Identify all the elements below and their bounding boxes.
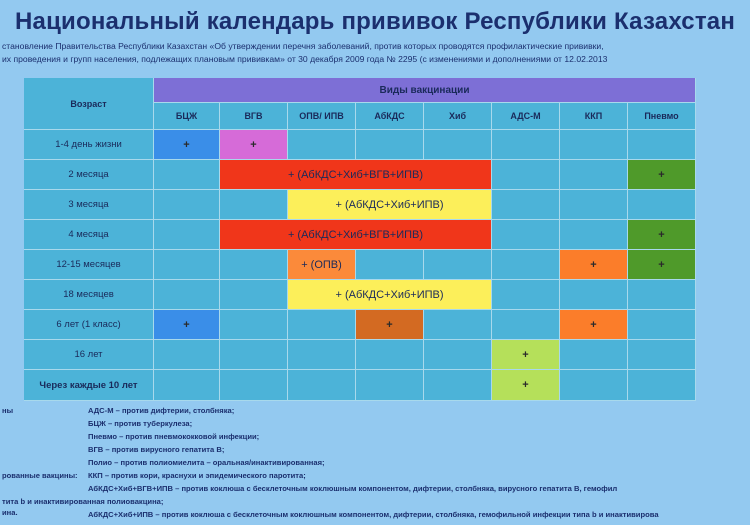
mark-bcg-6-years: + xyxy=(154,310,220,340)
grid-cell xyxy=(560,340,628,370)
grid-cell xyxy=(356,130,424,160)
grid-cell xyxy=(560,160,628,190)
grid-cell xyxy=(628,340,696,370)
grid-cell xyxy=(424,370,492,401)
mark-ads-m-every-10-years: + xyxy=(492,370,560,401)
vaccine-header-hib: Хиб xyxy=(424,103,492,130)
legend-item-ads-m: АДС-М – против дифтерии, столбняка; xyxy=(88,406,235,415)
grid-cell xyxy=(220,370,288,401)
span-2-months: + (АбКДС+Хиб+ВГВ+ИПВ) xyxy=(220,160,492,190)
mark-kkp-12-15-months: + xyxy=(560,250,628,280)
grid-cell xyxy=(628,130,696,160)
mark-pneumo-2-months: + xyxy=(628,160,696,190)
age-row-0: 1-4 день жизни xyxy=(24,130,154,160)
legend-item-abkds-hib-hbv-ipv: АбКДС+Хиб+ВГВ+ИПВ – против коклюша с бесклеточным коклюшным компонентом, дифтерии, столбняка, вирусного гепатита В, гемофил xyxy=(88,484,618,493)
age-row-1: 2 месяца xyxy=(24,160,154,190)
legend-item-hbv: ВГВ – против вирусного гепатита В; xyxy=(88,445,225,454)
vaccine-header-opv: ОПВ/ ИПВ xyxy=(288,103,356,130)
grid-cell xyxy=(492,250,560,280)
grid-cell xyxy=(356,250,424,280)
grid-cell xyxy=(628,370,696,401)
grid-cell xyxy=(220,310,288,340)
grid-cell xyxy=(628,310,696,340)
mark-hbv-day1: + xyxy=(220,130,288,160)
grid-cell xyxy=(356,370,424,401)
vaccine-header-ads-m: АДС-М xyxy=(492,103,560,130)
vaccine-header-bcg: БЦЖ xyxy=(154,103,220,130)
grid-cell xyxy=(288,310,356,340)
legend-item-pneumo: Пневмо – против пневмококковой инфекции; xyxy=(88,432,260,441)
grid-cell xyxy=(424,130,492,160)
grid-cell xyxy=(154,340,220,370)
grid-cell xyxy=(492,160,560,190)
grid-cell xyxy=(492,130,560,160)
span-4-months: + (АбКДС+Хиб+ВГВ+ИПВ) xyxy=(220,220,492,250)
age-row-2: 3 месяца xyxy=(24,190,154,220)
vaccination-table xyxy=(24,78,696,401)
grid-cell xyxy=(492,280,560,310)
grid-cell xyxy=(424,310,492,340)
grid-cell xyxy=(560,220,628,250)
subtitle-line-2: их проведения и групп населения, подлежащих плановым прививкам» от 30 декабря 2009 года № 2295 (с изменениями и дополнениями от 12.02.2013 xyxy=(2,54,608,64)
grid-cell xyxy=(492,220,560,250)
legend-item-kkp: ККП – против кори, краснухи и эпидемического паротита; xyxy=(88,471,306,480)
legend-label-3: тита b и инактивированная полиовакцина; xyxy=(2,497,164,506)
age-row-8: Через каждые 10 лет xyxy=(24,370,154,401)
vaccine-header-abkds: АбКДС xyxy=(356,103,424,130)
grid-cell xyxy=(220,250,288,280)
grid-cell xyxy=(220,280,288,310)
age-row-5: 18 месяцев xyxy=(24,280,154,310)
grid-cell xyxy=(560,370,628,401)
age-header: Возраст xyxy=(24,78,154,130)
grid-cell xyxy=(424,250,492,280)
legend-label-2: рованные вакцины: xyxy=(2,471,78,480)
subtitle-line-1: становление Правительства Республики Казахстан «Об утверждении перечня заболеваний, против которых проводятся профилактические прививки, xyxy=(2,41,604,51)
age-row-6: 6 лет (1 класс) xyxy=(24,310,154,340)
legend-item-bcg: БЦЖ – против туберкулеза; xyxy=(88,419,193,428)
span-18-months: + (АбКДС+Хиб+ИПВ) xyxy=(288,280,492,310)
mark-ads-m-16-years: + xyxy=(492,340,560,370)
grid-cell xyxy=(154,220,220,250)
grid-cell xyxy=(288,130,356,160)
mark-kkp-6-years: + xyxy=(560,310,628,340)
grid-cell xyxy=(560,130,628,160)
legend-item-polio: Полио – против полиомиелита – оральная/инактивированная; xyxy=(88,458,325,467)
page-title: Национальный календарь прививок Республики Казахстан xyxy=(14,8,736,35)
vaccine-header-pneumo: Пневмо xyxy=(628,103,696,130)
grid-cell xyxy=(492,190,560,220)
grid-cell xyxy=(220,340,288,370)
grid-cell xyxy=(424,340,492,370)
grid-cell xyxy=(356,340,424,370)
legend-item-abkds-hib-ipv: АбКДС+Хиб+ИПВ – против коклюша с бесклеточным коклюшным компонентом, дифтерии, столбняка, гемофильной инфекции типа b и инактивирова xyxy=(88,510,659,519)
grid-cell xyxy=(220,190,288,220)
grid-cell xyxy=(288,370,356,401)
grid-cell xyxy=(628,280,696,310)
grid-cell xyxy=(560,190,628,220)
vaccination-types-header: Виды вакцинации xyxy=(154,78,696,103)
mark-abkds-6-years: + xyxy=(356,310,424,340)
subtitle xyxy=(2,40,750,66)
mark-pneumo-12-15-months: + xyxy=(628,250,696,280)
mark-bcg-day1: + xyxy=(154,130,220,160)
mark-pneumo-4-months: + xyxy=(628,220,696,250)
legend-label-1: ны xyxy=(2,406,14,415)
grid-cell xyxy=(154,250,220,280)
grid-cell xyxy=(628,190,696,220)
vaccine-header-hbv: ВГВ xyxy=(220,103,288,130)
grid-cell xyxy=(560,280,628,310)
grid-cell xyxy=(288,340,356,370)
grid-cell xyxy=(154,280,220,310)
vaccine-header-kkp: ККП xyxy=(560,103,628,130)
age-row-7: 16 лет xyxy=(24,340,154,370)
grid-cell xyxy=(492,310,560,340)
grid-cell xyxy=(154,370,220,401)
grid-cell xyxy=(154,190,220,220)
span-12-15-months: + (ОПВ) xyxy=(288,250,356,280)
age-row-4: 12-15 месяцев xyxy=(24,250,154,280)
grid-cell xyxy=(154,160,220,190)
span-3-months: + (АбКДС+Хиб+ИПВ) xyxy=(288,190,492,220)
legend-label-4: ина. xyxy=(2,508,18,517)
age-row-3: 4 месяца xyxy=(24,220,154,250)
